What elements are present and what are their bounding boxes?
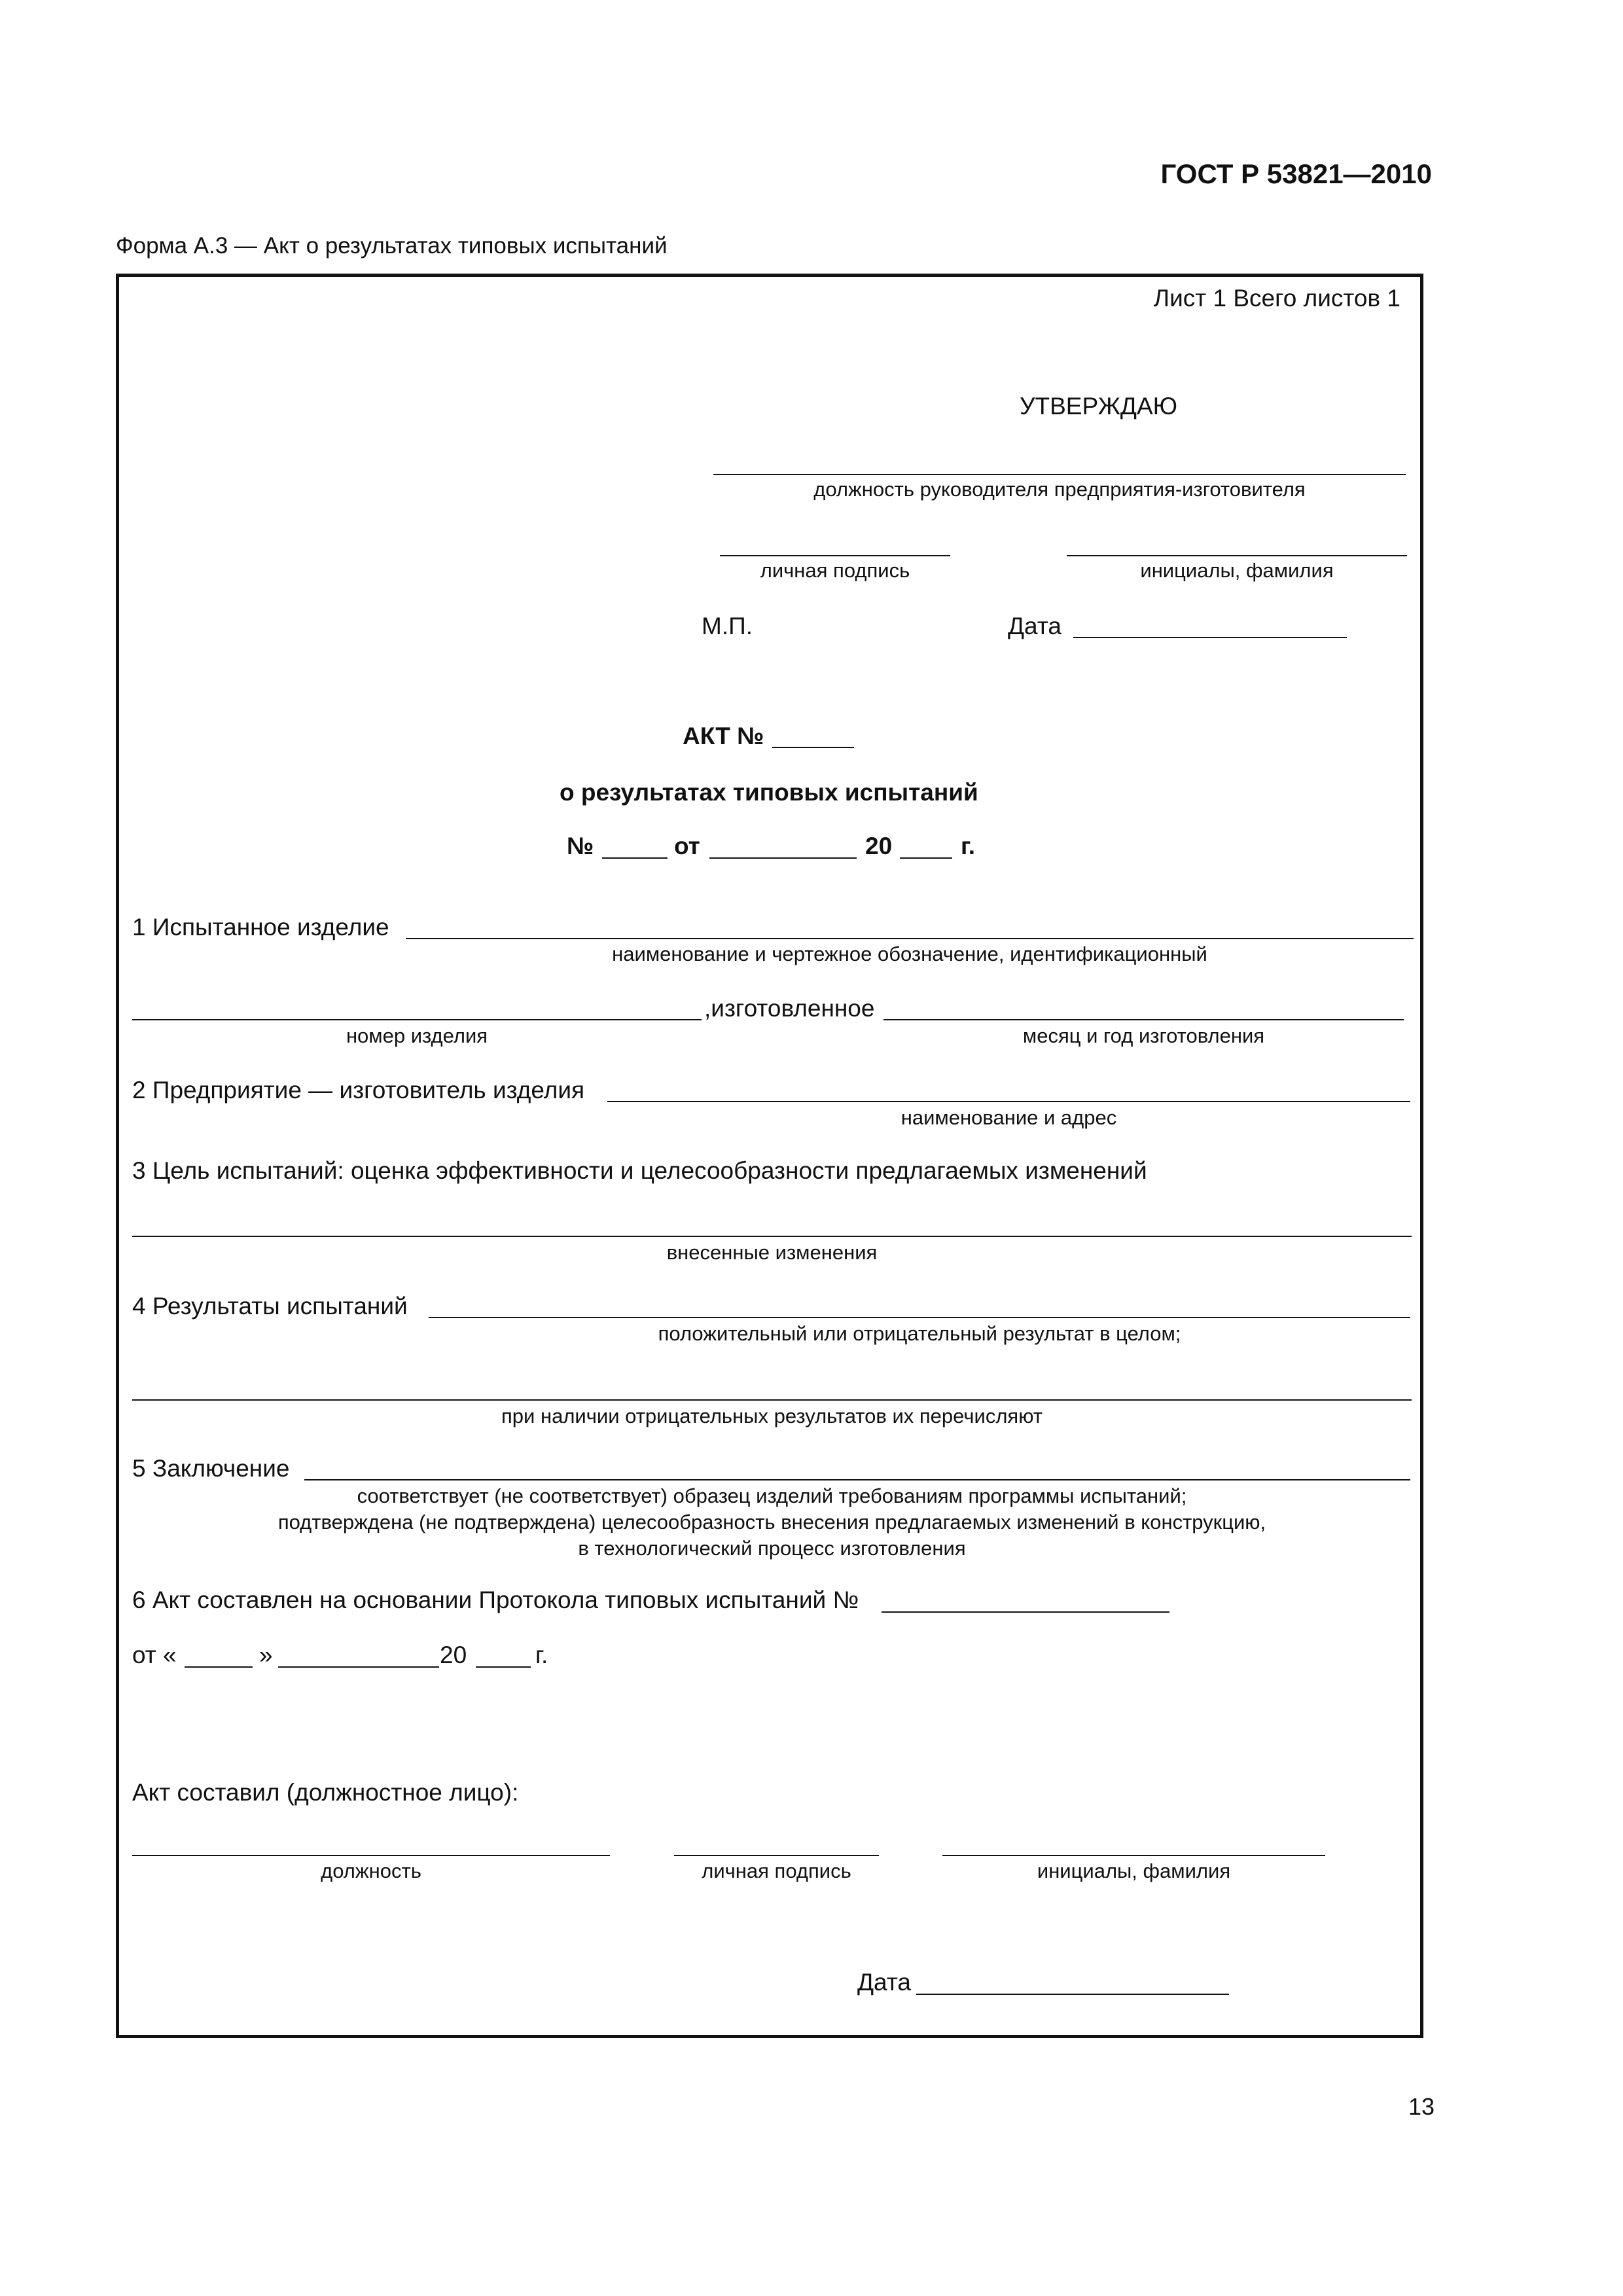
approval-date-line[interactable] [1073,637,1347,638]
compiler-signature-line[interactable] [674,1855,879,1856]
compiler-initials-hint: инициалы, фамилия [1037,1859,1231,1882]
changes-line[interactable] [132,1236,1412,1237]
approval-title: УТВЕРЖДАЮ [1020,393,1178,420]
manufactured-label: ,изготовленное [704,995,875,1022]
conclusion-hint-3: в технологический процесс изготовления [578,1537,966,1560]
protocol-year-prefix: 20 [440,1641,467,1668]
protocol-number-line[interactable] [882,1611,1169,1613]
compiler-position-hint: должность [321,1859,421,1882]
results-hint: положительный или отрицательный результат в целом; [658,1322,1181,1345]
protocol-day-line[interactable] [185,1666,253,1668]
conclusion-line[interactable] [304,1479,1410,1480]
section-1-label: 1 Испытанное изделие [132,914,389,941]
compiler-signature-hint: личная подпись [702,1859,851,1882]
conclusion-hint-2: подтверждена (не подтверждена) целесообразность внесения предлагаемых изменений в конструкцию, [277,1511,1266,1534]
approver-initials-hint: инициалы, фамилия [1140,559,1334,582]
manufacture-date-hint: месяц и год изготовления [1022,1024,1265,1047]
approver-signature-line[interactable] [720,555,950,556]
changes-hint: внесенные изменения [666,1241,878,1264]
product-name-line[interactable] [406,938,1414,939]
protocol-quote-close: » [259,1641,273,1668]
approver-position-line[interactable] [713,474,1406,475]
protocol-year-line[interactable] [476,1666,531,1668]
compiled-date-label: Дата [857,1969,911,1996]
section-2-label: 2 Предприятие — изготовитель изделия [132,1077,585,1103]
approver-position-hint: должность руководителя предприятия-изготовителя [813,478,1306,501]
section-4-label: 4 Результаты испытаний [132,1293,408,1319]
results-line[interactable] [429,1317,1410,1318]
section-5-label: 5 Заключение [132,1455,290,1482]
approval-date-label: Дата [1008,613,1061,639]
act-number-line[interactable] [772,747,854,748]
act-year-line[interactable] [900,857,952,859]
compiler-initials-line[interactable] [942,1855,1325,1856]
negative-results-line[interactable] [132,1399,1412,1401]
form-frame [116,274,1423,2038]
act-from-label: от [674,833,700,859]
manufacturer-hint: наименование и адрес [901,1106,1117,1129]
product-name-hint: наименование и чертежное обозначение, идентификационный [612,942,1207,965]
compiler-position-line[interactable] [132,1855,610,1856]
sheet-count: Лист 1 Всего листов 1 [1153,285,1400,312]
act-no-line[interactable] [602,857,668,859]
approver-initials-line[interactable] [1067,555,1407,556]
protocol-year-suffix: г. [535,1641,548,1668]
act-date-line[interactable] [709,857,857,859]
manufacture-date-line[interactable] [883,1019,1404,1020]
section-6-label: 6 Акт составлен на основании Протокола типовых испытаний № [132,1587,859,1613]
compiled-by-label: Акт составил (должностное лицо): [132,1779,519,1806]
act-title: АКТ № [683,723,764,749]
section-3-label: 3 Цель испытаний: оценка эффективности и целесообразности предлагаемых изменений [132,1157,1147,1184]
negative-results-hint: при наличии отрицательных результатов их перечисляют [501,1405,1043,1427]
document-code: ГОСТ Р 53821—2010 [1160,158,1432,189]
act-subtitle: о результатах типовых испытаний [560,779,978,806]
act-no-label: № [567,833,594,859]
page-number: 13 [1408,2093,1435,2120]
act-year-prefix: 20 [865,833,893,859]
form-caption: Форма А.3 — Акт о результатах типовых испытаний [116,233,668,259]
stamp-mark: М.П. [702,613,753,639]
compiled-date-line[interactable] [916,1994,1229,1995]
approver-signature-hint: личная подпись [760,559,910,582]
conclusion-hint-1: соответствует (не соответствует) образец изделий требованиям программы испытаний; [357,1484,1187,1507]
protocol-from-label: от « [132,1641,177,1668]
protocol-month-line[interactable] [278,1666,439,1668]
act-year-suffix: г. [961,833,975,859]
product-number-line[interactable] [132,1019,702,1020]
product-number-hint: номер изделия [346,1024,488,1047]
manufacturer-line[interactable] [607,1101,1410,1102]
